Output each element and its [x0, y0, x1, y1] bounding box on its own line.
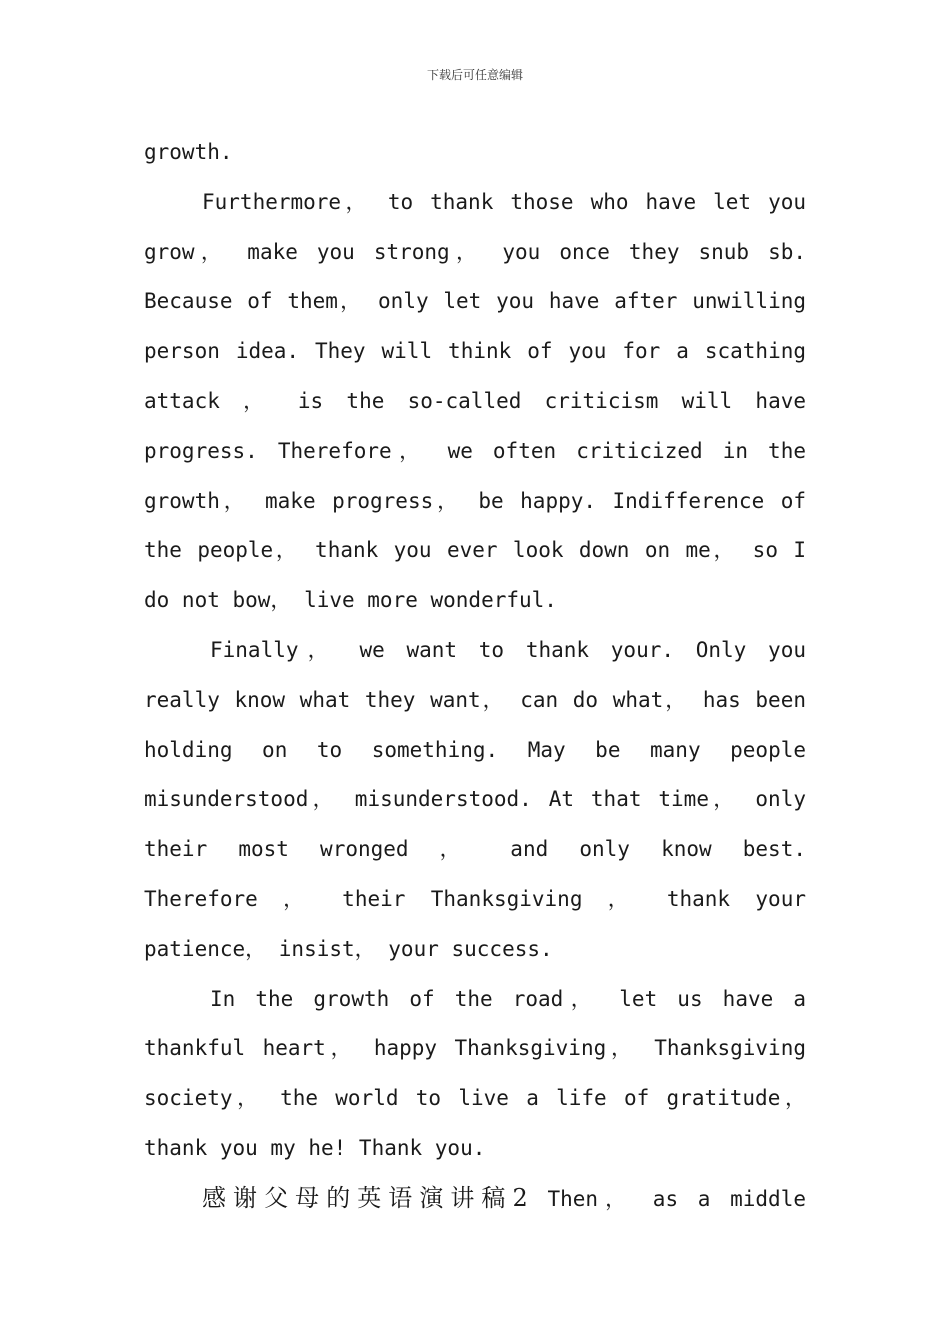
text-line: their most wronged ， and only know best. [144, 837, 806, 862]
text-line: Furthermore， to thank those who have let you [202, 189, 806, 214]
text-line: attack ， is the so-called criticism will have [144, 388, 806, 413]
page-header: 下载后可任意编辑 [426, 68, 523, 82]
text-line: In the growth of the road， let us have a [210, 986, 806, 1011]
heading-continuation: Then， as a middle [547, 1186, 806, 1211]
section-heading-line [144, 1174, 806, 1224]
text-line: really know what they want， can do what， has been [144, 687, 806, 712]
document-body [144, 128, 806, 1224]
text-line: grow， make you strong， you once they snub sb. [144, 239, 806, 264]
text-line: progress. Therefore， we often criticized in the [144, 438, 806, 463]
text-line: society， the world to live a life of gratitude， [144, 1086, 806, 1111]
text-line: misunderstood， misunderstood. At that time， only [144, 787, 806, 812]
text-line: Finally， we want to thank your. Only you [210, 637, 806, 662]
text-line: do not bow， live more wonderful. [144, 588, 557, 613]
text-line: person idea. They will think of you for a scathing [144, 339, 806, 364]
text-line: patience， insist， your success. [144, 936, 553, 961]
section-heading: 感谢父母的英语演讲稿2 [202, 1183, 528, 1212]
text-line: the people， thank you ever look down on me， so I [144, 538, 806, 563]
text-line: growth. [144, 140, 233, 164]
text-line: growth， make progress， be happy. Indifference of [144, 488, 806, 513]
text-line: holding on to something. May be many people [144, 737, 806, 762]
text-line: Because of them， only let you have after unwilling [144, 289, 806, 314]
text-line: Therefore ， their Thanksgiving ， thank your [144, 886, 806, 911]
text-line: thankful heart， happy Thanksgiving， Thanksgiving [144, 1036, 806, 1061]
text-line: thank you my he! Thank you. [144, 1135, 486, 1160]
